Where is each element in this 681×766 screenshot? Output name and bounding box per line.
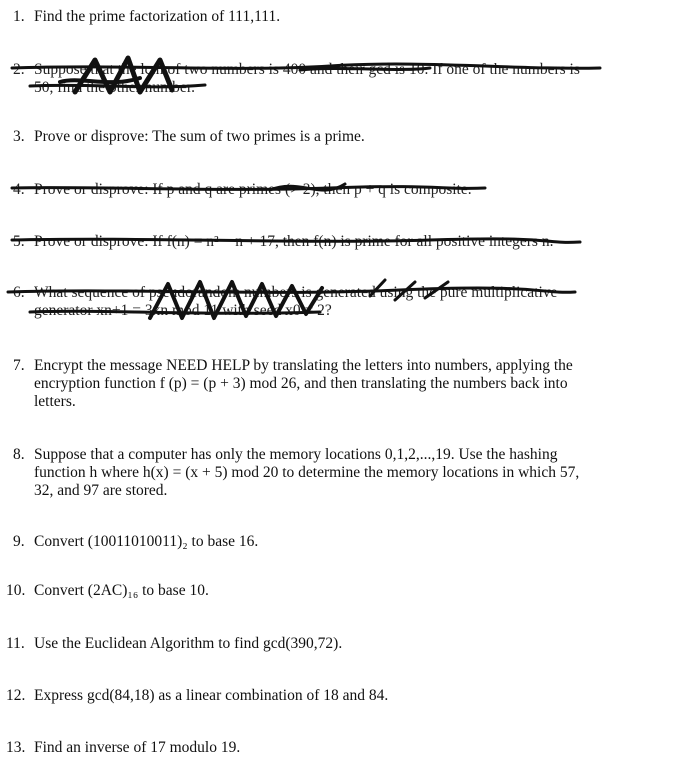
problem-text: Find an inverse of 17 modulo 19. <box>34 739 241 756</box>
problem-number: 4. <box>13 181 25 198</box>
problem-text: Prove or disprove: If f(n) = n² − n + 17, then f(n) is prime for all positive integers n. <box>34 233 554 250</box>
problem-text: 50, find the other number. <box>34 79 195 96</box>
problem-number: 2. <box>13 61 25 78</box>
problem-text: What sequence of pseudorandom numbers is generated using the pure multiplicative <box>34 284 558 301</box>
problem-number: 12. <box>6 687 26 704</box>
problem-number: 1. <box>13 8 25 25</box>
problem-text: Prove or disprove: If p and q are primes (> 2), then p + q is composite. <box>34 181 472 198</box>
problem-number: 10. <box>6 582 26 599</box>
problem-number: 8. <box>13 446 25 463</box>
problem-text: 32, and 97 are stored. <box>34 482 168 499</box>
problem-number: 9. <box>13 533 25 550</box>
problem-text: Convert (2AC)₁₆ to base 10. <box>34 582 209 599</box>
problem-text: Encrypt the message NEED HELP by translating the letters into numbers, applying the <box>34 357 573 374</box>
problem-text: Prove or disprove: The sum of two primes is a prime. <box>34 128 365 145</box>
problem-number: 5. <box>13 233 25 250</box>
problem-text: letters. <box>34 393 76 410</box>
problem-number: 6. <box>13 284 25 301</box>
problem-text: Use the Euclidean Algorithm to find gcd(390,72). <box>34 635 343 652</box>
problem-text: Suppose that a computer has only the memory locations 0,1,2,...,19. Use the hashing <box>34 446 558 463</box>
problem-text: encryption function f (p) = (p + 3) mod 26, and then translating the numbers back into <box>34 375 568 392</box>
problem-text: Express gcd(84,18) as a linear combination of 18 and 84. <box>34 687 389 704</box>
problem-text: Suppose that the lcm of two numbers is 400 and their gcd is 10. If one of the numbers is <box>34 61 580 78</box>
problem-text: generator xn+1 = 3xn mod 11 with seed x0 = 2? <box>34 302 332 319</box>
problem-text: Convert (10011010011)₂ to base 16. <box>34 533 259 550</box>
problem-text: Find the prime factorization of 111,111. <box>34 8 281 25</box>
problem-number: 11. <box>6 635 25 652</box>
problem-number: 13. <box>6 739 26 756</box>
problem-number: 3. <box>13 128 25 145</box>
problem-number: 7. <box>13 357 25 374</box>
problem-text: function h where h(x) = (x + 5) mod 20 to determine the memory locations in which 57, <box>34 464 580 481</box>
